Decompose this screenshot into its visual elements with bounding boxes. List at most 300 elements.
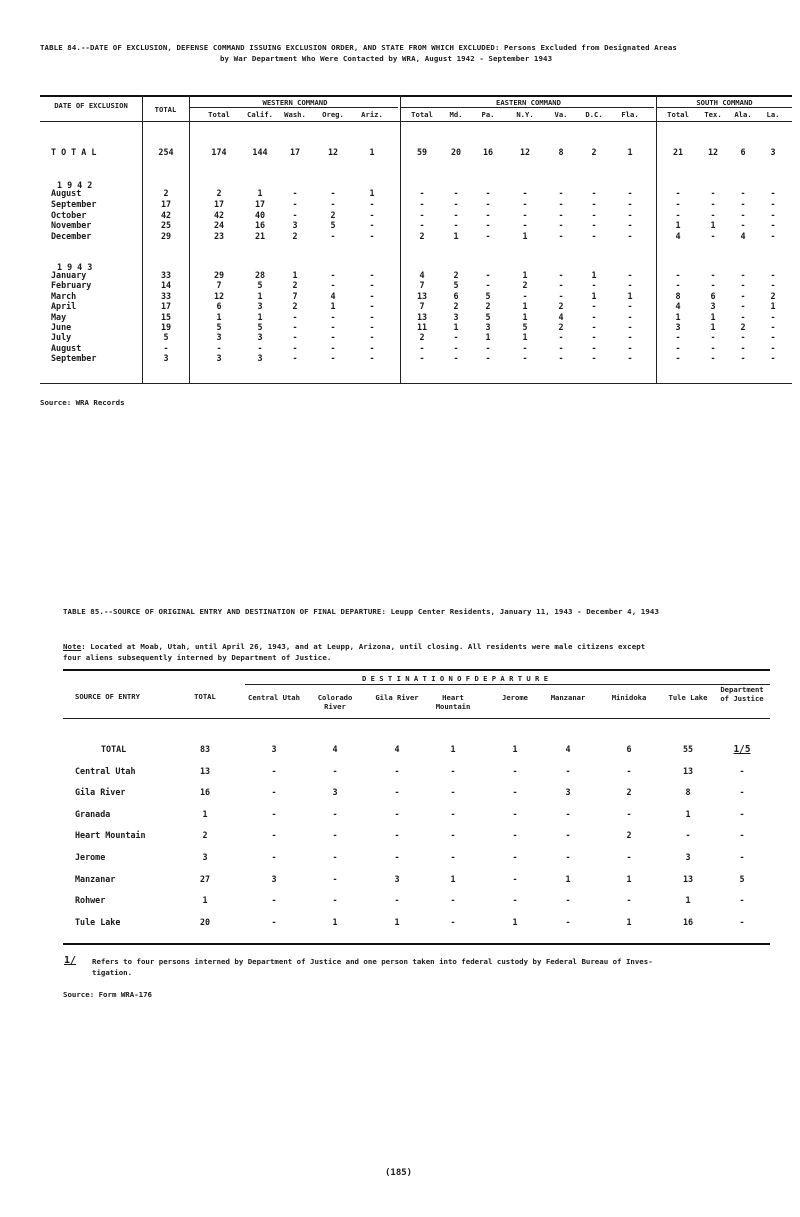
table84-cell: - — [675, 270, 681, 280]
table84-cell: 11 — [416, 322, 428, 332]
table84-cell: 5 — [330, 220, 336, 231]
table84-cell: 4 — [675, 231, 681, 242]
table85-cell: - — [332, 808, 338, 819]
table85-cell: - — [685, 830, 691, 841]
table84-cell: - — [419, 198, 425, 209]
table84-cell: 1 — [710, 322, 716, 332]
table85-cell: - — [271, 808, 277, 819]
table84-cell: 1 — [522, 270, 528, 280]
table84-col-header: Ariz. — [361, 110, 383, 119]
table84-cell: - — [770, 322, 776, 332]
table84-cell: 5 — [485, 311, 491, 322]
table84-cell: 13 — [416, 311, 428, 322]
table84-cell: - — [591, 231, 597, 242]
table84-source: Source: WRA Records — [40, 398, 125, 407]
table84-divider-date — [142, 95, 143, 384]
table84-col-header: La. — [766, 110, 780, 119]
table84-cell: - — [419, 209, 425, 220]
table84-total-cell: 2 — [591, 147, 597, 157]
table84-cell: - — [292, 353, 298, 364]
table85-total-cell: 3 — [271, 744, 277, 754]
table84-cell: - — [740, 332, 746, 343]
table85-cell: 3 — [685, 852, 691, 862]
table85-col-header: Colorado River — [317, 693, 353, 711]
table84-cell: - — [710, 188, 716, 198]
table85-cell: - — [512, 765, 518, 776]
table85-cell: - — [626, 765, 632, 776]
table84-cell: - — [369, 270, 375, 280]
table85-note-line2: four aliens subsequently interned by Department of Justice. — [63, 653, 332, 662]
table84-row-label: June — [51, 322, 72, 332]
table85-cell: - — [739, 787, 745, 798]
table84-row-label: January — [51, 270, 87, 280]
table84-cell: - — [485, 188, 491, 198]
table84-cell: 5 — [485, 290, 491, 301]
table84-row-label: September — [51, 198, 97, 209]
table85-total-cell: 6 — [626, 744, 632, 754]
table85-cell: - — [739, 852, 745, 862]
table84-cell: 2 — [740, 322, 746, 332]
table85-cell: - — [512, 808, 518, 819]
table84-cell: 40 — [254, 209, 266, 220]
table84-cell: 13 — [416, 290, 428, 301]
table84-cell: 2 — [330, 209, 336, 220]
table85-cell: - — [626, 808, 632, 819]
table84-cell: 3 — [292, 220, 298, 231]
table85-cell: - — [332, 852, 338, 862]
table84-cell: 2 — [292, 231, 298, 242]
table85-cell: - — [332, 765, 338, 776]
table84-cell: - — [522, 198, 528, 209]
table84-cell: 2 — [292, 280, 298, 291]
table84-cell: - — [453, 198, 459, 209]
table84-total-cell: 59 — [416, 147, 428, 157]
table84-cell: - — [770, 342, 776, 353]
table84-cell: 5 — [522, 322, 528, 332]
table85-total-cell: 1 — [512, 744, 518, 754]
table84-cell: 24 — [213, 220, 225, 231]
table84-cell: 17 — [160, 198, 172, 209]
table84-cell: - — [522, 188, 528, 198]
table84-row-label: November — [51, 220, 92, 231]
table85-cell: 5 — [739, 873, 745, 884]
table84-cell: - — [627, 188, 633, 198]
table84-cell: 1 — [292, 270, 298, 280]
table85-col-header: Heart Mountain — [435, 693, 471, 711]
table84-cell: 2 — [292, 301, 298, 312]
table85-cell: 16 — [199, 787, 211, 798]
table85-cell: - — [565, 830, 571, 841]
table85-cell: - — [271, 765, 277, 776]
table84-cell: - — [591, 342, 597, 353]
table84-cell: 42 — [160, 209, 172, 220]
table85-cell: 3 — [394, 873, 400, 884]
table84-cell: - — [558, 188, 564, 198]
table85-col-header: Manzanar — [550, 693, 586, 702]
table84-cell: 33 — [160, 270, 172, 280]
page-number: (185) — [385, 1168, 413, 1178]
table84-cell: - — [770, 311, 776, 322]
table84-total-cell: 144 — [252, 147, 268, 157]
table84-cell: 3 — [257, 353, 263, 364]
table84-cell: - — [369, 353, 375, 364]
table85-cell: - — [626, 852, 632, 862]
table84-cell: - — [369, 322, 375, 332]
table84-cell: - — [591, 220, 597, 231]
table84-cell: - — [710, 342, 716, 353]
table85-cell: 1 — [202, 808, 208, 819]
table85-cell: - — [626, 895, 632, 906]
table84-cell: - — [419, 342, 425, 353]
table85-cell: 1 — [450, 873, 456, 884]
table85-total-cell: 1/5 — [733, 744, 751, 755]
table84-cell: - — [330, 188, 336, 198]
table84-cell: - — [485, 231, 491, 242]
table84-cell: 2 — [558, 322, 564, 332]
table84-total-label: T O T A L — [51, 147, 97, 157]
table85-cell: 1 — [685, 808, 691, 819]
table84-cell: - — [292, 322, 298, 332]
table85-cell: - — [565, 916, 571, 927]
table84-row-label: May — [51, 311, 67, 322]
table84-col-header: Wash. — [284, 110, 306, 119]
table84-col-header: Ala. — [734, 110, 752, 119]
table85-cell: 20 — [199, 916, 211, 927]
table84-cell: 2 — [453, 301, 459, 312]
table84-total-cell: 8 — [558, 147, 564, 157]
table85-cell: - — [565, 808, 571, 819]
table84-cell: - — [453, 342, 459, 353]
table84-cell: - — [627, 231, 633, 242]
table84-cell: - — [591, 280, 597, 291]
table84-cell: - — [453, 220, 459, 231]
table84-cell: 3 — [453, 311, 459, 322]
table84-cell: 3 — [163, 353, 169, 364]
table85-cell: - — [450, 765, 456, 776]
table84-cell: - — [591, 301, 597, 312]
table85-cell: - — [394, 830, 400, 841]
table84-cell: - — [627, 301, 633, 312]
table85-cell: - — [739, 808, 745, 819]
table85-row-label: Jerome — [75, 852, 106, 862]
table84-cell: 1 — [522, 311, 528, 322]
table84-cell: - — [627, 198, 633, 209]
table85-cell: - — [271, 852, 277, 862]
table84-cell: 2 — [419, 332, 425, 343]
table84-cell: 7 — [419, 301, 425, 312]
table84-col-header: Md. — [449, 110, 463, 119]
table84-col-header: Va. — [554, 110, 568, 119]
table85-cell: - — [450, 830, 456, 841]
table84-cell: - — [591, 188, 597, 198]
table84-cell: - — [591, 198, 597, 209]
table84-col-header: N.Y. — [516, 110, 534, 119]
table84-cell: - — [740, 301, 746, 312]
footnote-line2: tigation. — [92, 968, 133, 977]
table85-cell: - — [332, 895, 338, 906]
table85-col-header: Minidoka — [611, 693, 647, 702]
table84-cell: - — [675, 353, 681, 364]
table85-cell: 3 — [271, 873, 277, 884]
table84-cell: - — [485, 198, 491, 209]
table84-cell: 5 — [257, 280, 263, 291]
table84-cell: 3 — [257, 301, 263, 312]
table84-cell: - — [330, 311, 336, 322]
table84-cell: - — [770, 220, 776, 231]
source-of-entry-header: SOURCE OF ENTRY — [75, 692, 140, 701]
table84-cell: 1 — [675, 311, 681, 322]
table84-cell: 3 — [485, 322, 491, 332]
table84-title-line1: TABLE 84.--DATE OF EXCLUSION, DEFENSE COMMAND ISSUING EXCLUSION ORDER, AND STATE FROM WHICH EXCLUDED: Persons Excluded from Designated Areas — [40, 43, 677, 52]
table84-row-label: March — [51, 290, 77, 301]
table84-cell: - — [591, 209, 597, 220]
table84-cell: - — [330, 353, 336, 364]
table85-total-cell: 1 — [450, 744, 456, 754]
table84-cell: - — [419, 353, 425, 364]
table84-total-cell: 17 — [289, 147, 301, 157]
table84-cell: - — [163, 342, 169, 353]
table84-cell: - — [292, 332, 298, 343]
table84-cell: - — [740, 220, 746, 231]
south-command-header: SOUTH COMMAND — [696, 98, 753, 107]
table84-cell: 7 — [216, 280, 222, 291]
table84-cell: - — [330, 231, 336, 242]
table85-cell: - — [512, 830, 518, 841]
table84-cell: - — [558, 209, 564, 220]
table84-cell: 1 — [591, 270, 597, 280]
table84-cell: - — [369, 290, 375, 301]
table85-cell: - — [739, 830, 745, 841]
table84-cell: - — [330, 198, 336, 209]
table85-cell: - — [512, 787, 518, 798]
table85-top-rule — [63, 669, 770, 671]
table84-cell: 15 — [160, 311, 172, 322]
table84-cell: 1 — [770, 301, 776, 312]
table84-cell: - — [369, 231, 375, 242]
table85-total-header: TOTAL — [194, 692, 216, 701]
year-1942-label: 1 9 4 2 — [57, 180, 93, 190]
table84-cell: 33 — [160, 290, 172, 301]
table84-cell: 8 — [675, 290, 681, 301]
table84-cell: - — [770, 231, 776, 242]
table84-row-label: October — [51, 209, 87, 220]
south-command-rule — [657, 107, 792, 108]
table84-cell: 17 — [213, 198, 225, 209]
table84-cell: - — [522, 342, 528, 353]
table84-col-header: Oreg. — [322, 110, 344, 119]
table84-cell: - — [710, 280, 716, 291]
table84-cell: - — [675, 198, 681, 209]
table84-header-rule — [40, 121, 792, 122]
table84-cell: - — [770, 353, 776, 364]
table84-total-cell: 12 — [707, 147, 719, 157]
table84-cell: - — [292, 311, 298, 322]
destination-of-departure-header: D E S T I N A T I O N O F D E P A R T U R E — [361, 674, 549, 683]
table84-cell: 29 — [160, 231, 172, 242]
table84-row-label: February — [51, 280, 92, 291]
table85-cell: - — [394, 852, 400, 862]
table84-cell: - — [627, 270, 633, 280]
table84-cell: 21 — [254, 231, 266, 242]
table84-total-cell: 12 — [519, 147, 531, 157]
table84-cell: - — [675, 280, 681, 291]
table85-col-header: Tule Lake — [668, 693, 708, 702]
table84-cell: - — [558, 280, 564, 291]
table84-cell: 5 — [216, 322, 222, 332]
table85-cell: 1 — [565, 873, 571, 884]
table85-cell: - — [450, 787, 456, 798]
table84-total-cell: 6 — [740, 147, 746, 157]
table85-cell: 16 — [682, 916, 694, 927]
table84-cell: - — [369, 280, 375, 291]
table84-cell: - — [453, 209, 459, 220]
table84-cell: - — [591, 353, 597, 364]
table84-divider-eastern — [656, 95, 657, 384]
table84-cell: 3 — [216, 332, 222, 343]
table85-col-header: Central Utah — [248, 693, 300, 702]
table84-cell: - — [369, 209, 375, 220]
table85-cell: 13 — [682, 765, 694, 776]
table84-divider-total — [189, 95, 190, 384]
table85-row-label: Central Utah — [75, 765, 136, 776]
table85-total-cell: 55 — [682, 744, 694, 754]
table85-row-label: Manzanar — [75, 873, 116, 884]
table84-row-label: December — [51, 231, 92, 242]
table84-cell: - — [591, 332, 597, 343]
table84-cell: 5 — [257, 322, 263, 332]
table84-cell: 1 — [257, 188, 263, 198]
table84-cell: 1 — [485, 332, 491, 343]
table84-cell: 2 — [558, 301, 564, 312]
table85-cell: 13 — [682, 873, 694, 884]
table84-title-line2: by War Department Who Were Contacted by WRA, August 1942 - September 1943 — [220, 54, 553, 63]
table84-cell: - — [740, 188, 746, 198]
table84-col-header: Total — [208, 110, 230, 119]
table84-cell: - — [330, 332, 336, 343]
table84-cell: 5 — [453, 280, 459, 291]
table84-cell: - — [292, 342, 298, 353]
table84-cell: 7 — [292, 290, 298, 301]
table84-cell: - — [770, 209, 776, 220]
note-text-line1: : Located at Moab, Utah, until April 26, 1943, and at Leupp, Arizona, until closing. All residents were male citizens except — [81, 642, 646, 651]
table84-cell: - — [453, 353, 459, 364]
table84-cell: - — [369, 220, 375, 231]
table85-cell: 3 — [565, 787, 571, 798]
table85-cell: - — [450, 916, 456, 927]
table85-header-rule — [63, 718, 770, 719]
table84-cell: - — [627, 311, 633, 322]
table84-cell: - — [330, 270, 336, 280]
table85-row-label: Rohwer — [75, 895, 106, 906]
table84-cell: 1 — [257, 290, 263, 301]
table84-cell: 1 — [369, 188, 375, 198]
table84-cell: - — [675, 342, 681, 353]
table84-cell: - — [558, 342, 564, 353]
table85-cell: 1 — [202, 895, 208, 906]
table84-cell: - — [740, 198, 746, 209]
table85-cell: 3 — [332, 787, 338, 798]
table84-cell: 1 — [522, 301, 528, 312]
table85-total-cell: 4 — [332, 744, 338, 754]
table84-cell: - — [740, 280, 746, 291]
table85-note-line1 — [63, 642, 645, 651]
table84-cell: - — [292, 209, 298, 220]
table84-cell: - — [675, 332, 681, 343]
table85-cell: 8 — [685, 787, 691, 798]
table84-cell: 3 — [257, 332, 263, 343]
table84-cell: - — [627, 342, 633, 353]
table84-cell: - — [485, 209, 491, 220]
year-1943-label: 1 9 4 3 — [57, 262, 93, 272]
table84-cell: - — [591, 322, 597, 332]
table84-cell: - — [453, 188, 459, 198]
table84-cell: - — [740, 311, 746, 322]
table84-cell: - — [740, 342, 746, 353]
table84-cell: - — [330, 342, 336, 353]
table84-cell: - — [453, 332, 459, 343]
table84-cell: - — [369, 311, 375, 322]
table84-row-label: July — [51, 332, 72, 343]
table84-cell: 1 — [216, 311, 222, 322]
table84-cell: - — [485, 280, 491, 291]
table85-cell: 1 — [685, 895, 691, 906]
table84-col-header: Fla. — [621, 110, 639, 119]
western-command-header: WESTERN COMMAND — [262, 98, 328, 107]
table84-col-header: Pa. — [481, 110, 495, 119]
table85-cell: - — [271, 895, 277, 906]
table85-cell: - — [565, 852, 571, 862]
table85-row-label: Tule Lake — [75, 916, 121, 927]
table84-cell: 25 — [160, 220, 172, 231]
footnote-mark: 1/ — [64, 955, 77, 966]
table85-title: TABLE 85.--SOURCE OF ORIGINAL ENTRY AND DESTINATION OF FINAL DEPARTURE: Leupp Center Residents, January 11, 1943 - December 4, 1943 — [63, 607, 659, 616]
table84-cell: - — [558, 198, 564, 209]
table84-divider-western — [400, 95, 401, 384]
table84-cell: - — [770, 198, 776, 209]
table84-cell: 1 — [591, 290, 597, 301]
table84-cell: - — [770, 188, 776, 198]
table84-cell: - — [485, 353, 491, 364]
table85-cell: - — [332, 873, 338, 884]
table84-cell: - — [257, 342, 263, 353]
table84-cell: 1 — [675, 220, 681, 231]
table84-cell: - — [770, 332, 776, 343]
table84-cell: - — [675, 188, 681, 198]
table84-cell: 42 — [213, 209, 225, 220]
table84-cell: 1 — [710, 311, 716, 322]
table85-cell: 2 — [202, 830, 208, 841]
table84-cell: 1 — [453, 231, 459, 242]
table84-cell: - — [522, 290, 528, 301]
table84-cell: 2 — [485, 301, 491, 312]
table84-cell: 14 — [160, 280, 172, 291]
table84-total-cell: 254 — [158, 147, 174, 157]
table85-col-header: Gila River — [375, 693, 419, 702]
table84-cell: - — [369, 342, 375, 353]
table84-cell: - — [522, 220, 528, 231]
table84-cell: - — [627, 322, 633, 332]
table84-cell: - — [522, 353, 528, 364]
table84-cell: - — [710, 353, 716, 364]
table85-cell: - — [394, 765, 400, 776]
table84-total-cell: 1 — [627, 147, 633, 157]
table84-cell: 29 — [213, 270, 225, 280]
table85-cell: - — [271, 916, 277, 927]
table84-cell: 23 — [213, 231, 225, 242]
table84-total-header: TOTAL — [154, 105, 177, 114]
table84-cell: - — [369, 301, 375, 312]
western-command-rule — [190, 107, 398, 108]
